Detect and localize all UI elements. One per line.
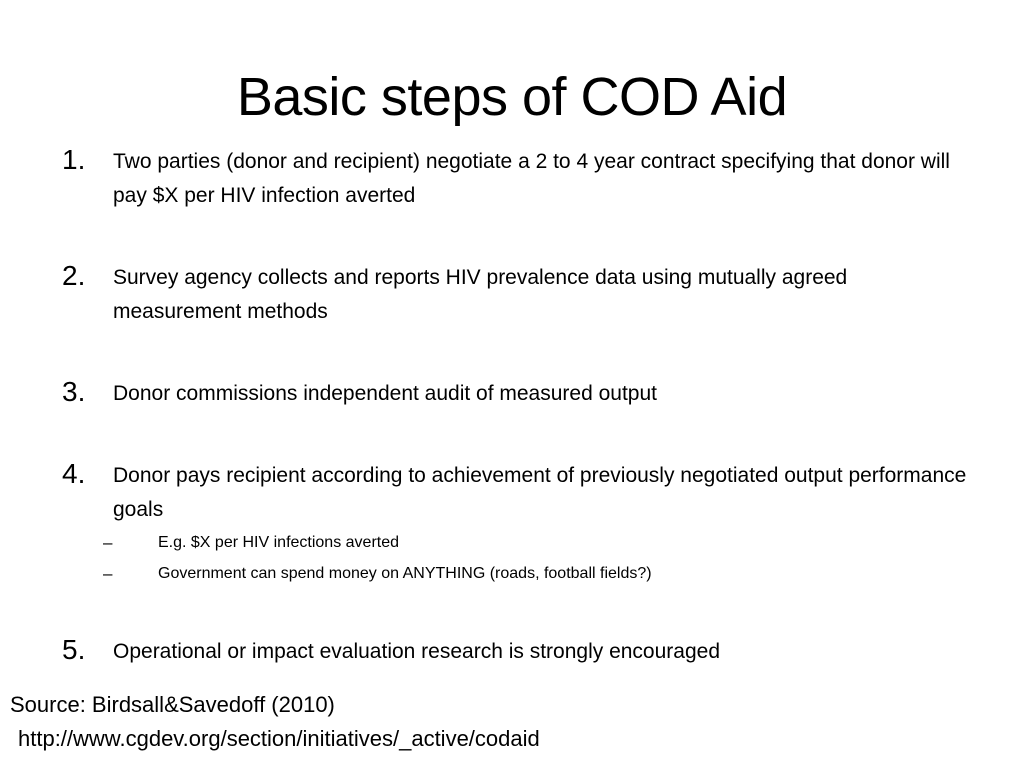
step-text: Donor commissions independent audit of measured output — [113, 382, 657, 405]
step-number: 3. — [62, 376, 86, 407]
source-citation: Source: Birdsall&Savedoff (2010) — [10, 692, 335, 717]
step-text: Donor pays recipient according to achievement of previously negotiated output performance goals — [113, 464, 967, 521]
step-number: 1. — [62, 144, 86, 175]
step-number: 5. — [62, 634, 86, 665]
step-text: Operational or impact evaluation research is strongly encouraged — [113, 640, 721, 663]
sub-item-text: E.g. $X per HIV infections averted — [158, 534, 400, 551]
slide-title: Basic steps of COD Aid — [236, 67, 788, 127]
sub-item-text: Government can spend money on ANYTHING (roads, football fields?) — [158, 565, 652, 582]
step-text: Two parties (donor and recipient) negotiate a 2 to 4 year contract specifying that donor will pay $X per HIV infection averted — [113, 150, 950, 207]
step-text: Survey agency collects and reports HIV prevalence data using mutually agreed measurement methods — [113, 266, 848, 323]
dash-bullet: – — [103, 564, 113, 583]
step-number: 2. — [62, 260, 86, 291]
dash-bullet: – — [103, 533, 113, 552]
source-url: http://www.cgdev.org/section/initiatives/_active/codaid — [18, 726, 540, 751]
step-number: 4. — [62, 458, 86, 489]
